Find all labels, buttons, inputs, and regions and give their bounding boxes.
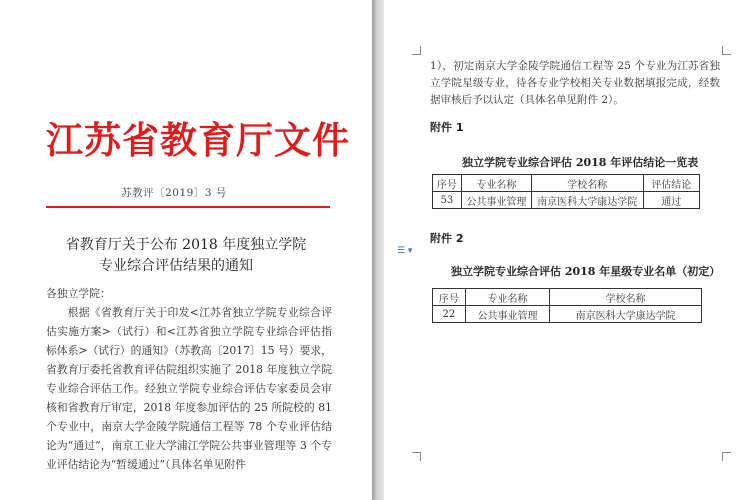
header-red-rule [46,206,330,208]
margin-corner-bottom-left [412,452,421,461]
star-major-table [432,288,702,323]
table-header-row [433,289,702,306]
table-header-row [433,175,700,192]
table-cell: 53 [433,192,462,209]
page-gutter [372,0,384,500]
document-page-left [0,0,372,500]
attachment-1-label: 附件 1 [430,121,464,134]
table-cell: 南京医科大学康达学院 [550,306,702,323]
table-header-cell: 学校名称 [550,289,702,306]
table-cell: 22 [433,306,466,323]
table-header-cell: 学校名称 [531,175,643,192]
table-header-cell: 评估结论 [643,175,699,192]
notice-title-line-2: 专业综合评估结果的通知 [99,258,253,274]
notice-body [46,284,332,474]
document-header-title: 江苏省教育厅文件 [46,118,350,162]
evaluation-result-table [432,174,700,209]
margin-corner-top-right [722,46,731,55]
table-header-cell: 序号 [433,175,462,192]
attachment-2-table-title: 独立学院专业综合评估 2018 年星级专业名单（初定） [451,265,721,278]
table-header-cell: 专业名称 [461,175,531,192]
continuation-paragraph: 1），初定南京大学金陵学院通信工程等 25 个专业为江苏省独立学院星级专业，待各专业学校相关专业数据填报完成，经数据审核后予以认定（具体名单见附件 2）。 [430,60,720,106]
table-row [433,306,702,323]
body-paragraph: 根据《省教育厅关于印发<江苏省独立学院专业综合评估实施方案>（试行）和<江苏省独立学院专业综合评估指标体系>（试行）的通知》（苏教高〔2017〕15 号）要求，省教育厅委托省教育评估院组织实施了 2018 年度独立学院专业综合评估工作。经独立学院专业综合评估专家委员会审核和省教育厅审定，2018 年度参加评估的 25 所院校的 81 个专业中，南京大学金陵学院通信工程等 78 个专业评估结论为“通过”，南京工业大学浦江学院公共事业管理等 3 个专业评估结论为“暂缓通过”（具体名单见附件 [46,306,332,471]
table-header-cell: 专业名称 [465,289,549,306]
attachment-2-label: 附件 2 [430,232,464,245]
table-header-cell: 序号 [433,289,466,306]
table-cell: 南京医科大学康达学院 [531,192,643,209]
margin-corner-bottom-right [722,452,731,461]
paragraph-layout-icon[interactable]: ☰ ▾ [397,246,413,256]
attachment-1-table-title: 独立学院专业综合评估 2018 年评估结论一览表 [462,156,699,169]
table-cell: 公共事业管理 [465,306,549,323]
table-cell: 通过 [643,192,699,209]
table-row [433,192,700,209]
salutation: 各独立学院： [46,287,111,300]
notice-title-line-1: 省教育厅关于公布 2018 年度独立学院 [65,237,307,253]
document-number: 苏教评〔2019〕3 号 [121,187,227,199]
margin-corner-top-left [412,46,421,55]
table-cell: 公共事业管理 [461,192,531,209]
